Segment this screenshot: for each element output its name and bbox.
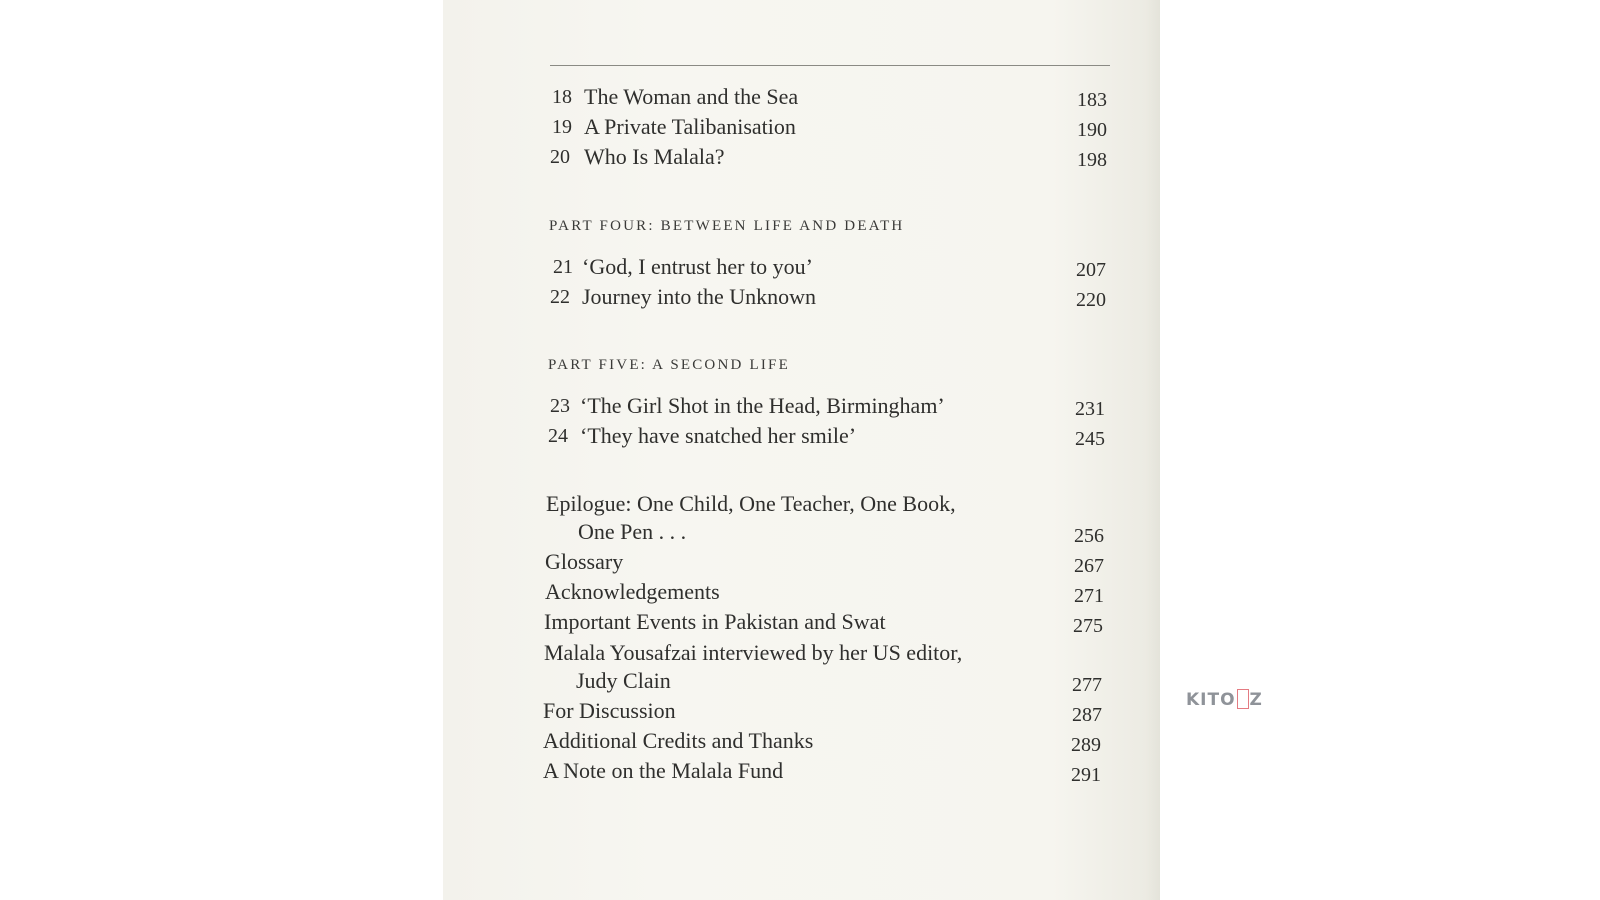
chapter-number: 24: [548, 425, 568, 447]
toc-entry: [443, 607, 1160, 637]
chapter-number: 22: [550, 286, 570, 308]
entry-title: Glossary: [545, 549, 624, 574]
entry-title-continuation: Judy Clain: [576, 668, 671, 693]
toc-entry: [443, 282, 1160, 312]
chapter-title: A Private Talibanisation: [584, 114, 796, 139]
page-number: 287: [1072, 704, 1102, 726]
page-number: 277: [1072, 674, 1102, 696]
header-rule: [550, 65, 1110, 66]
toc-entry: [443, 638, 1160, 668]
watermark-text-left: KITO: [1186, 690, 1236, 710]
chapter-title: Who Is Malala?: [584, 144, 725, 169]
page-number: 245: [1075, 428, 1105, 450]
watermark-text-right: Z: [1249, 690, 1263, 710]
part-heading: PART FOUR: BETWEEN LIFE AND DEATH: [549, 218, 905, 234]
toc-entry: [443, 547, 1160, 577]
page-number: 256: [1074, 525, 1104, 547]
chapter-title: The Woman and the Sea: [584, 84, 799, 109]
chapter-number: 20: [550, 146, 570, 168]
toc-entry: [443, 252, 1160, 282]
watermark-logo: [1186, 689, 1263, 710]
entry-title: For Discussion: [543, 698, 676, 723]
page-number: 289: [1071, 734, 1101, 756]
entry-title: Acknowledgements: [545, 579, 720, 604]
entry-title: A Note on the Malala Fund: [543, 758, 784, 783]
page-number: 291: [1071, 764, 1101, 786]
chapter-title: Journey into the Unknown: [582, 284, 817, 309]
chapter-title: ‘God, I entrust her to you’: [582, 254, 813, 279]
entry-title: Malala Yousafzai interviewed by her US editor,: [544, 640, 963, 665]
page-number: 190: [1077, 119, 1107, 141]
page-number: 267: [1074, 555, 1104, 577]
page-number: 183: [1077, 89, 1107, 111]
toc-entry-continuation: [443, 666, 1160, 696]
page-number: 271: [1074, 585, 1104, 607]
book-page: [443, 0, 1160, 900]
toc-entry-continuation: [443, 517, 1160, 547]
toc-entry: [443, 756, 1160, 786]
entry-title: Epilogue: One Child, One Teacher, One Book,: [546, 491, 956, 516]
page-number: 207: [1076, 259, 1106, 281]
page-number: 198: [1077, 149, 1107, 171]
chapter-title: ‘The Girl Shot in the Head, Birmingham’: [580, 393, 945, 418]
part-heading: PART FIVE: A SECOND LIFE: [548, 357, 790, 373]
entry-title: Additional Credits and Thanks: [543, 728, 814, 753]
chapter-number: 21: [553, 256, 573, 278]
toc-entry: [443, 577, 1160, 607]
entry-title: Important Events in Pakistan and Swat: [544, 609, 886, 634]
entry-title-continuation: One Pen . . .: [578, 519, 687, 544]
toc-entry: [443, 142, 1160, 172]
toc-entry: [443, 112, 1160, 142]
toc-entry: [443, 421, 1160, 451]
toc-entry: [443, 489, 1160, 519]
chapter-number: 23: [550, 395, 570, 417]
toc-entry: [443, 391, 1160, 421]
toc-entry: [443, 726, 1160, 756]
chapter-number: 18: [552, 86, 572, 108]
chapter-title: ‘They have snatched her smile’: [580, 423, 857, 448]
watermark-box-icon: [1237, 689, 1249, 709]
page-number: 220: [1076, 289, 1106, 311]
toc-entry: [443, 696, 1160, 726]
toc-entry: [443, 82, 1160, 112]
page-number: 275: [1073, 615, 1103, 637]
page-number: 231: [1075, 398, 1105, 420]
chapter-number: 19: [552, 116, 572, 138]
